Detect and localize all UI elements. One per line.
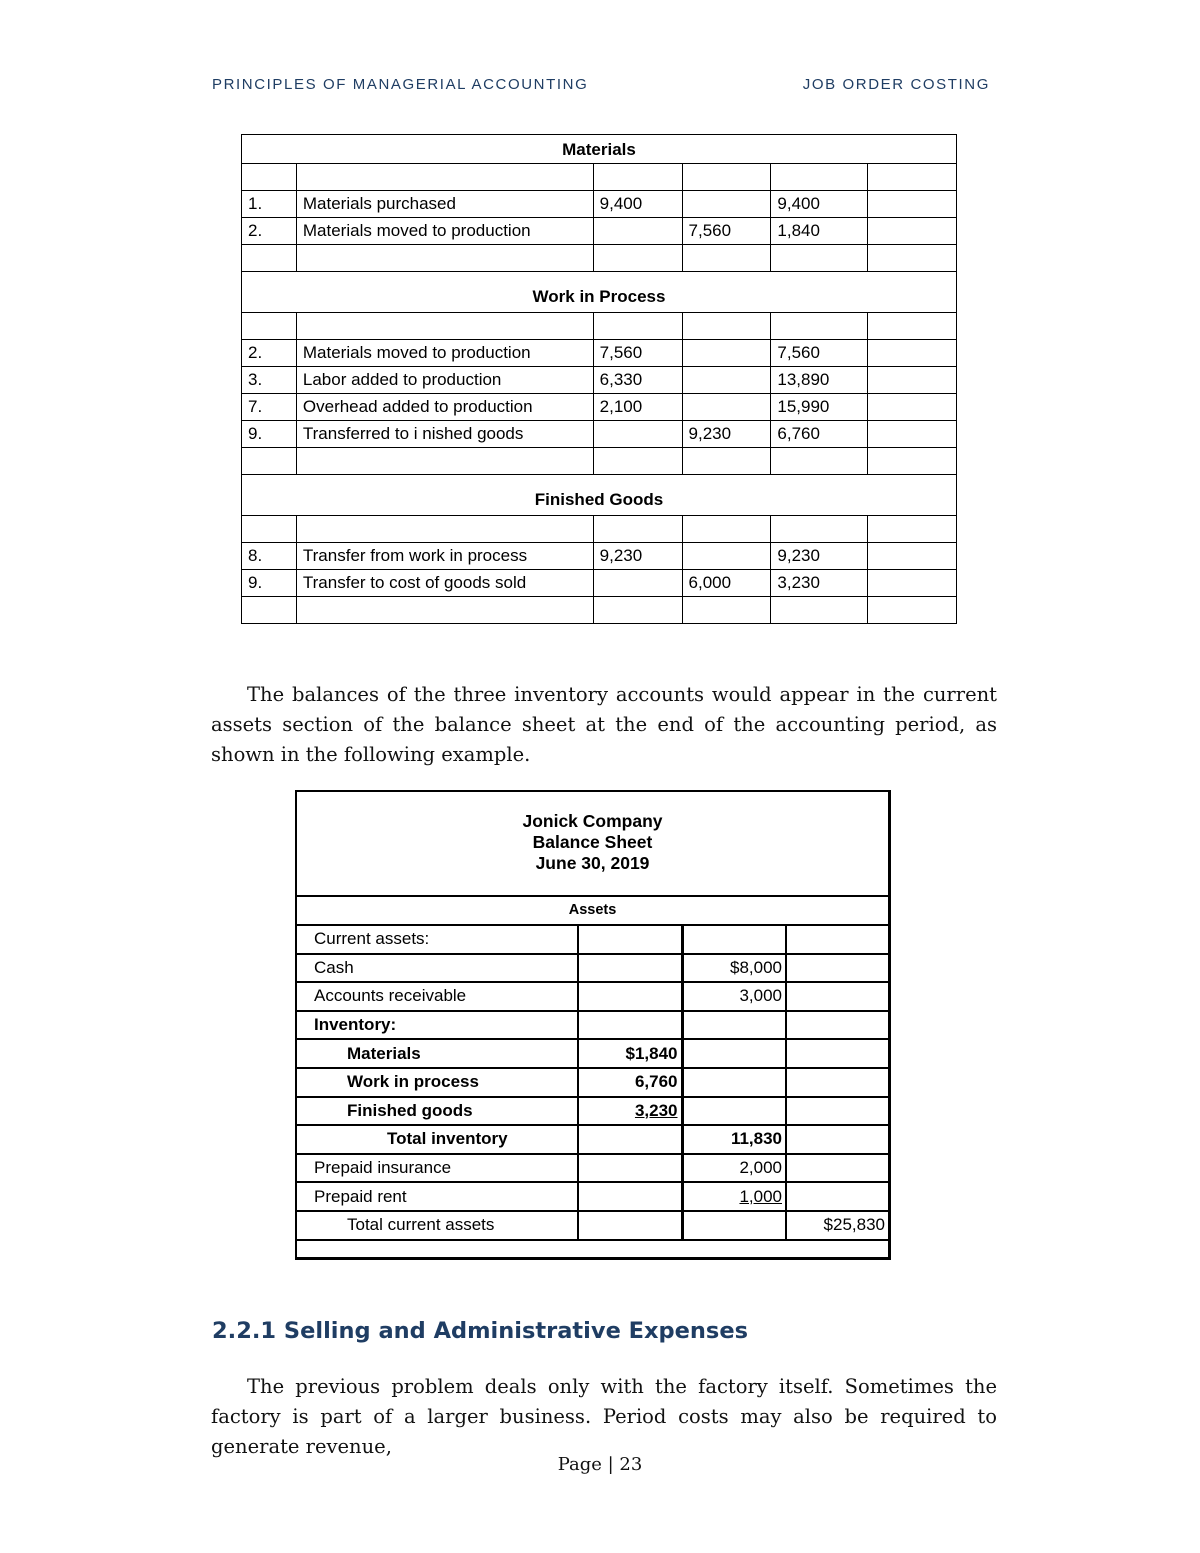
entry-description: Overhead added to production — [296, 394, 593, 421]
entry-balance: 9,230 — [771, 543, 868, 570]
materials-title: Materials — [242, 135, 957, 164]
entry-number: 3. — [242, 367, 297, 394]
entry-description: Materials moved to production — [296, 340, 593, 367]
entry-number: 9. — [242, 421, 297, 448]
entry-credit: 6,000 — [682, 570, 771, 597]
row-label: Inventory: — [297, 1011, 578, 1040]
entry-credit: 7,560 — [682, 218, 771, 245]
entry-description: Labor added to production — [296, 367, 593, 394]
entry-debit: 9,400 — [593, 191, 682, 218]
ledger-spacer-row — [242, 245, 957, 272]
row-amount: $25,830 — [786, 1211, 888, 1240]
table-end-row — [297, 1240, 888, 1257]
table-row — [297, 1068, 888, 1097]
table-row — [242, 191, 957, 218]
inventory-ledger-table — [241, 134, 957, 624]
ledger-title-row — [242, 272, 957, 313]
header-chapter-title: JOB ORDER COSTING — [802, 76, 990, 93]
row-amount: 6,760 — [578, 1068, 682, 1097]
entry-number: 9. — [242, 570, 297, 597]
entry-number: 1. — [242, 191, 297, 218]
table-row — [297, 1211, 888, 1240]
entry-balance: 13,890 — [771, 367, 868, 394]
entry-balance: 15,990 — [771, 394, 868, 421]
entry-description: Transfer to cost of goods sold — [296, 570, 593, 597]
ledger-spacer-row — [242, 164, 957, 191]
entry-debit — [593, 421, 682, 448]
ledger-spacer-row — [242, 313, 957, 340]
table-row — [242, 218, 957, 245]
balance-sheet — [295, 790, 891, 1260]
row-label: Work in process — [297, 1068, 578, 1097]
row-label: Cash — [297, 954, 578, 983]
entry-debit: 9,230 — [593, 543, 682, 570]
entry-number: 7. — [242, 394, 297, 421]
row-label: Materials — [297, 1039, 578, 1068]
entry-number: 2. — [242, 218, 297, 245]
row-amount: 1,000 — [739, 1186, 782, 1206]
row-label: Prepaid rent — [297, 1182, 578, 1211]
entry-balance: 1,840 — [771, 218, 868, 245]
entry-debit: 6,330 — [593, 367, 682, 394]
table-row — [242, 421, 957, 448]
row-amount: 3,000 — [682, 982, 786, 1011]
entry-balance: 9,400 — [771, 191, 868, 218]
table-row — [297, 982, 888, 1011]
table-row — [242, 394, 957, 421]
statement-date: June 30, 2019 — [535, 853, 650, 873]
entry-description: Transferred to i nished goods — [296, 421, 593, 448]
row-amount: 2,000 — [682, 1154, 786, 1183]
row-amount: 3,230 — [634, 1100, 678, 1120]
entry-credit — [682, 191, 771, 218]
row-label: Prepaid insurance — [297, 1154, 578, 1183]
entry-credit — [682, 340, 771, 367]
entry-balance: 7,560 — [771, 340, 868, 367]
ledger-spacer-row — [242, 516, 957, 543]
table-row — [297, 1154, 888, 1183]
row-label: Current assets: — [297, 926, 578, 954]
entry-balance: 6,760 — [771, 421, 868, 448]
entry-credit — [682, 394, 771, 421]
page-number: Page | 23 — [557, 1454, 643, 1475]
row-label: Accounts receivable — [297, 982, 578, 1011]
entry-credit — [682, 543, 771, 570]
balance-sheet-heading — [297, 792, 888, 897]
ledger-spacer-row — [242, 448, 957, 475]
entry-number: 8. — [242, 543, 297, 570]
wip-title: Work in Process — [242, 272, 957, 313]
table-row — [242, 543, 957, 570]
paragraph-text: The previous problem deals only with the factory itself. Sometimes the factory is part of a larger business. Period costs may also be required to generate revenue, — [211, 1375, 997, 1458]
section-heading: 2.2.1 Selling and Administrative Expenses — [212, 1318, 748, 1344]
table-row — [297, 1125, 888, 1154]
entry-number: 2. — [242, 340, 297, 367]
entry-debit: 2,100 — [593, 394, 682, 421]
row-label: Finished goods — [297, 1097, 578, 1126]
statement-name: Balance Sheet — [532, 832, 653, 852]
header-book-title: PRINCIPLES OF MANAGERIAL ACCOUNTING — [212, 76, 589, 93]
running-header — [212, 76, 990, 93]
body-paragraph — [211, 1372, 997, 1462]
paragraph-text: The balances of the three inventory accounts would appear in the current assets section of the balance sheet at the end of the accounting period, as shown in the following example. — [211, 683, 997, 766]
entry-credit: 9,230 — [682, 421, 771, 448]
row-amount: 11,830 — [682, 1125, 786, 1154]
entry-description: Materials moved to production — [296, 218, 593, 245]
entry-credit — [682, 367, 771, 394]
table-row — [297, 1039, 888, 1068]
table-row — [297, 1182, 888, 1211]
balance-sheet-table — [297, 926, 888, 1257]
table-row — [242, 340, 957, 367]
row-amount: $8,000 — [682, 954, 786, 983]
entry-debit — [593, 218, 682, 245]
body-paragraph — [211, 680, 997, 770]
ledger-title-row — [242, 135, 957, 164]
table-row — [297, 1011, 888, 1040]
row-label: Total current assets — [297, 1211, 578, 1240]
entry-description: Transfer from work in process — [296, 543, 593, 570]
row-amount: $1,840 — [578, 1039, 682, 1068]
row-label: Total inventory — [297, 1125, 578, 1154]
entry-description: Materials purchased — [296, 191, 593, 218]
company-name: Jonick Company — [522, 811, 663, 831]
table-row — [242, 570, 957, 597]
table-row — [297, 954, 888, 983]
entry-debit: 7,560 — [593, 340, 682, 367]
table-row — [297, 1097, 888, 1126]
finished-goods-title: Finished Goods — [242, 475, 957, 516]
entry-balance: 3,230 — [771, 570, 868, 597]
entry-debit — [593, 570, 682, 597]
ledger-title-row — [242, 475, 957, 516]
ledger-spacer-row — [242, 597, 957, 624]
table-row — [297, 926, 888, 954]
table-row — [242, 367, 957, 394]
assets-label: Assets — [297, 897, 888, 926]
